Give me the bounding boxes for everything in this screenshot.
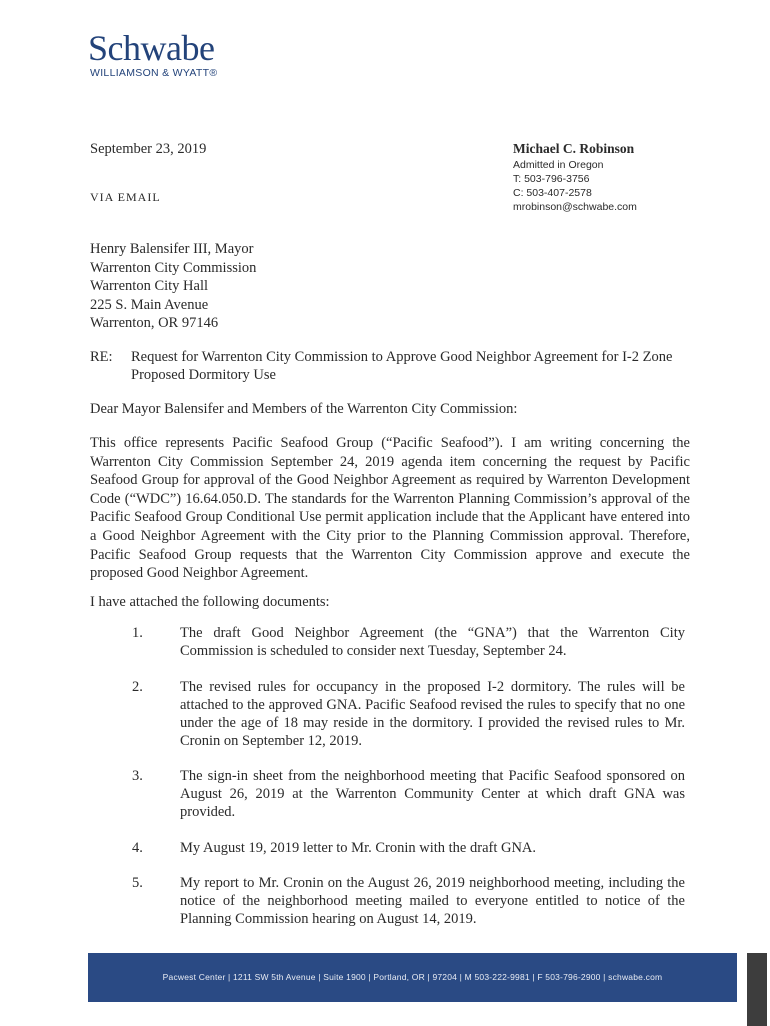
firm-logo-subtitle: WILLIAMSON & WYATT® — [90, 67, 218, 79]
re-label: RE: — [90, 349, 113, 365]
sender-admitted: Admitted in Oregon — [513, 159, 604, 171]
recipient-line: 225 S. Main Avenue — [90, 296, 209, 313]
list-item-text: My August 19, 2019 letter to Mr. Cronin with the draft GNA. — [180, 840, 537, 856]
list-item-text: The sign-in sheet from the neighborhood meeting that Pacific Seafood sponsored on August 26, 2019 at the Warrenton Community Center at which draft GNA was provided. — [180, 768, 685, 820]
footer-address: Pacwest Center | 1211 SW 5th Avenue | Suite 1900 | Portland, OR | 97204 | M 503-222-9981 | F 503-796-2900 | schwabe.com — [162, 972, 663, 982]
recipient-line: Warrenton City Hall — [90, 278, 209, 294]
recipient-line: Warrenton City Commission — [90, 259, 257, 276]
recipient-line: Warrenton, OR 97146 — [90, 315, 219, 331]
recipient-address — [90, 240, 256, 333]
list-item-text: The draft Good Neighbor Agreement (the “GNA”) that the Warrenton City Commission is scheduled to consider next Tuesday, September 24. — [180, 625, 685, 659]
firm-logo-name: Schwabe — [88, 28, 215, 68]
sender-block — [513, 140, 637, 214]
list-item-number: 4. — [132, 840, 143, 856]
letter-date: September 23, 2019 — [90, 141, 207, 157]
attachments-intro: I have attached the following documents: — [90, 594, 330, 610]
list-item-number: 3. — [132, 768, 143, 784]
recipient-line: Henry Balensifer III, Mayor — [90, 241, 254, 257]
sender-email[interactable]: mrobinson@schwabe.com — [513, 201, 637, 213]
page-edge-mark — [747, 953, 767, 1026]
body-paragraph: This office represents Pacific Seafood Group (“Pacific Seafood”). I am writing concerning the Warrenton City Commission September 24, 2019 agenda item concerning the request by Pacific Seafood Group for approval of the Good Neighbor Agreement as required by Warrenton Development Code (“WDC”) 16.64.050.D. The standards for the Warrenton Planning Commission’s approval of the Pacific Seafood Group Conditional Use permit application include that the Applicant have entered into a Good Neighbor Agreement with the City prior to the Planning Commission approval. Therefore, Pacific Seafood Group requests that the Warrenton City Commission approve and execute the proposed Good Neighbor Agreement. — [90, 435, 690, 582]
list-item-text: My report to Mr. Cronin on the August 26, 2019 neighborhood meeting, including the notice of the neighborhood meeting mailed to everyone entitled to notice of the Planning Commission hearing on August 14, 2019. — [180, 875, 685, 927]
list-item-text: The revised rules for occupancy in the proposed I-2 dormitory. The rules will be attached to the approved GNA. Pacific Seafood revised the rules to specify that no one under the age of 18 may reside in the dormitory. I provided the revised rules to Mr. Cronin on September 12, 2019. — [180, 679, 685, 749]
list-item-number: 2. — [132, 679, 143, 695]
delivery-method: VIA EMAIL — [90, 190, 161, 204]
salutation: Dear Mayor Balensifer and Members of the Warrenton City Commission: — [90, 401, 518, 417]
sender-name: Michael C. Robinson — [513, 141, 635, 156]
sender-phone: T: 503-796-3756 — [513, 173, 590, 185]
list-item-number: 1. — [132, 625, 143, 641]
sender-cell: C: 503-407-2578 — [513, 187, 592, 199]
list-item-number: 5. — [132, 875, 143, 891]
re-subject: Request for Warrenton City Commission to Approve Good Neighbor Agreement for I-2 Zone Proposed Dormitory Use — [131, 349, 673, 383]
